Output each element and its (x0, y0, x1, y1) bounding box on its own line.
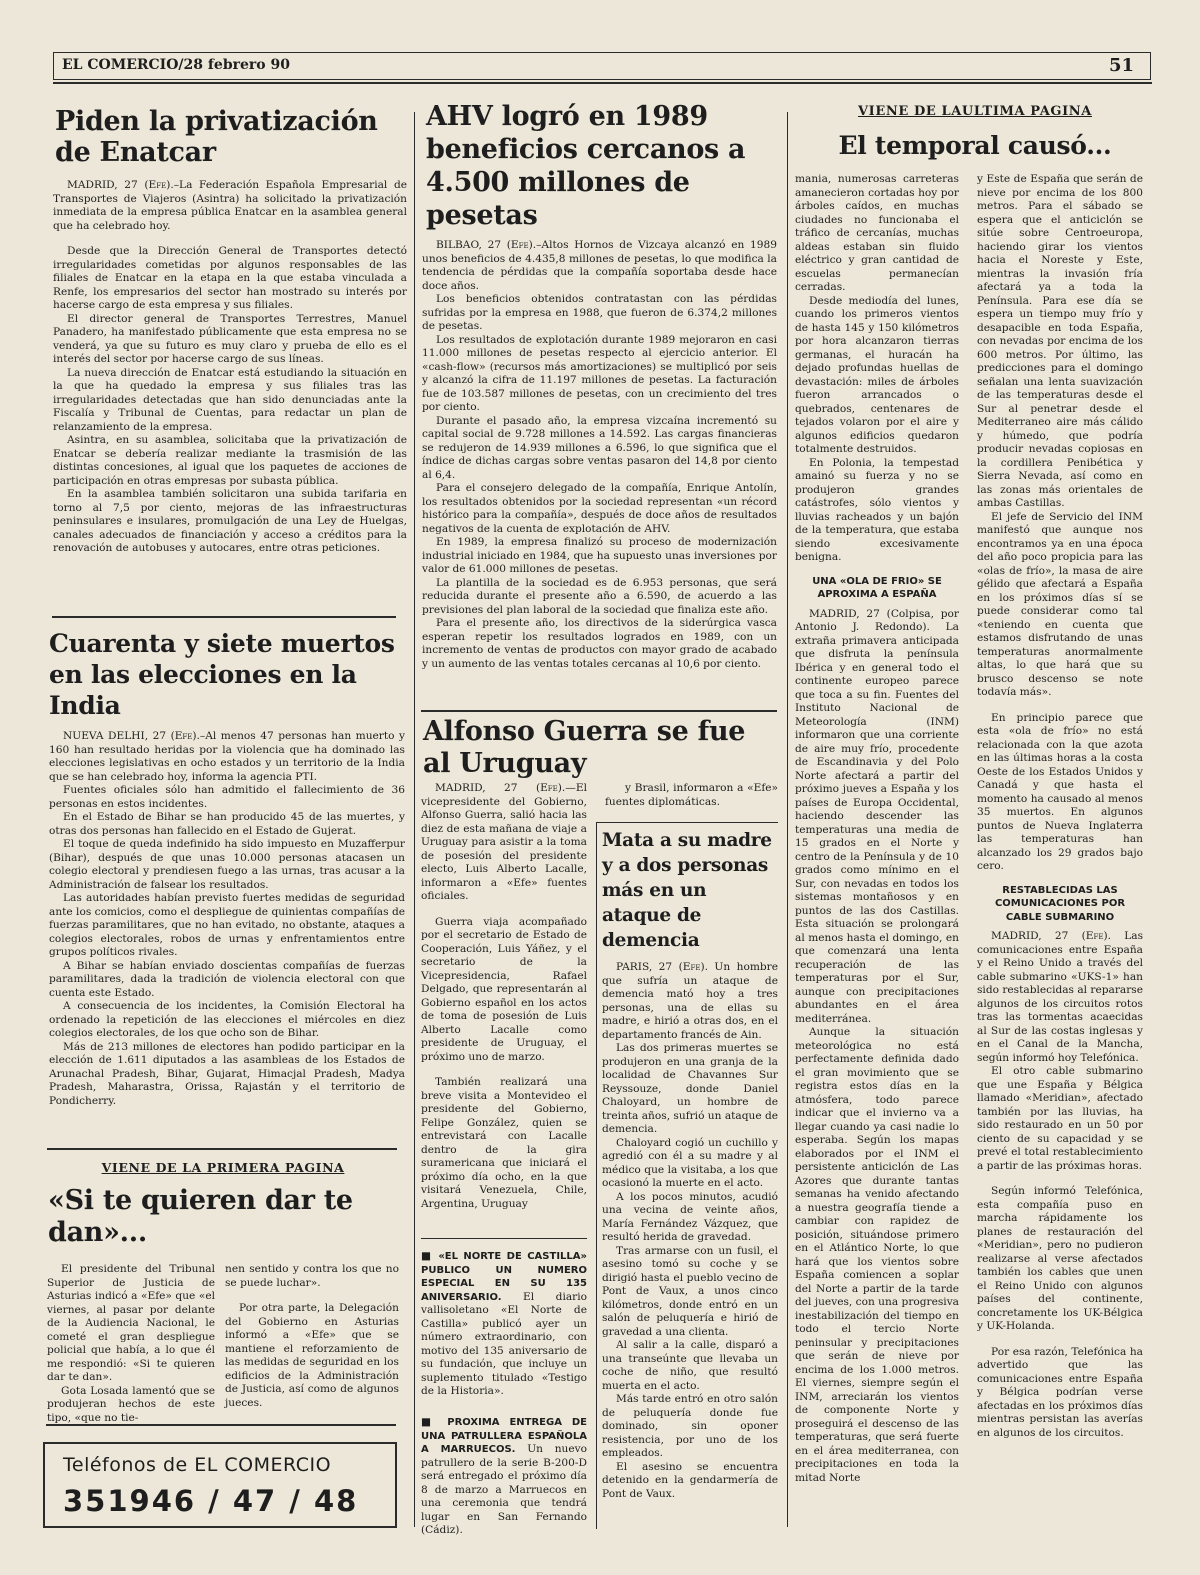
ahv-paragraph: Los beneficios obtenidos contratastan con las pérdidas sufridas por la empresa en 1988, que fueron de 6.374,2 millones de pesetas. (422, 293, 777, 332)
enatcar-paragraph: –La Federación Española Empresarial de Transportes de Viajeros (Asintra) ha solicitado la privatización inmediata de la empresa pública Enatcar en la asamblea general que ha celebrado hoy. (53, 179, 408, 232)
ahv-paragraph: –Altos Hornos de Vizcaya alcanzó en 1989 unos beneficios de 4.435,8 millones de pesetas, lo que modifica la tendencia de pérdidas que la compañía soportaba desde hace doce años. (422, 239, 777, 292)
guerra-paragraph: También realizará una breve visita a Montevideo el presidente del Gobierno, Felipe González, quien se entrevistará con Lacalle dentro de la gira suramericana que iniciará el próximo día ocho, en la que visitará Venezuela, Chile, Argentina, Uruguay (421, 1076, 587, 1210)
ola-paragraph: Aunque la situación meteorológica no está perfectamente definida dado el gran movimiento que se registra estos días en la atmósfera, todo parece indicar que el invierno va a llegar cuando ya casi nadie lo esperaba. Según los mapas elaborados por el INM el persistente anticiclón de Las Azores que durante tantas semanas ha venido afectando a nuestra geografía tiende a cambiar con rapidez de posición, situándose primero en el Atlántico Norte, lo que hará que los vientos sobre España comiencen a soplar del Norte a partir de la tarde del jueves, con una progresiva inestabilización del tiempo en todo el tercio Norte peninsular y precipitaciones que serán de nieve por encima de los 1.000 metros. El viernes, siempre según el INM, arreciarán los vientos de componente Norte y proseguirá el descenso de las temperaturas, que será fuerte en el área mediterranea, con precipitaciones en toda la mitad Norte (795, 1026, 959, 1484)
quieren-paragraph: Por otra parte, la Delegación del Gobierno en Asturias informó a «Efe» que se mantiene el reforzamiento de las medidas de seguridad en los edificios de la Administración de Justicia, así como de algunos jueces. (225, 1302, 399, 1409)
india-paragraph: Fuentes oficiales sólo han admitido el fallecimiento de 36 personas en estos incidentes. (49, 784, 405, 810)
temporal-paragraph: En Polonia, la tempestad amainó su fuerza y no se produjeron grandes catástrofes, sólo vientos y lluvias racheados y un bajón de la temperatura, que estaba siendo excesivamente benigna. (795, 456, 959, 563)
india-paragraph: A consecuencia de los incidentes, la Comisión Electoral ha ordenado la repetición de las elecciones el miércoles en diez colegios electorales, de los que ocho son de Bihar. (49, 1000, 405, 1039)
enatcar-paragraph: Desde que la Dirección General de Transportes detectó irregularidades cometidas por algunos responsables de las filiales de Enatcar en la etapa en la que estaba vinculada a Renfe, los empresarios del sector han mostrado su interés por hacerse cargo de esta empresa y sus filiales. (53, 245, 407, 311)
temporal-col2 (977, 173, 1143, 1440)
column-divider-1 (414, 112, 415, 1527)
ahv-headline: AHV logró en 1989 beneficios cercanos a 4.500 millones de pesetas (426, 101, 746, 231)
guerra-body-continued (605, 782, 778, 809)
paper-date: EL COMERCIO/28 febrero 90 (62, 57, 290, 73)
phones-label: Teléfonos de EL COMERCIO (63, 1454, 332, 1476)
com-subhead: RESTABLECIDAS LAS COMUNICACIONES POR CABLE SUBMARINO (994, 884, 1126, 923)
enatcar-paragraph: Asintra, en su asamblea, solicitaba que la privatización de Enatcar se debería realizar mediante la trasmisión de las distintas concesiones, al igual que los paquetes de acciones de participación en otras empresas por subasta pública. (53, 434, 407, 487)
mata-box-left-rule (596, 822, 597, 1529)
quieren-headline: «Si te quieren dar te dan»... (48, 1185, 353, 1248)
patrullera-text: Un nuevo patrullero de la serie B-200-D será entregado el próximo día 8 de marzo a Marruecos en una ceremonia que tendrá lugar en San Fernando (Cádiz). (421, 1443, 587, 1536)
page-number: 51 (1108, 55, 1134, 76)
norte-lead: «EL NORTE DE CASTILLA» PUBLICO UN NUMERO ESPECIAL EN SU 135 ANIVERSARIO. (421, 1251, 587, 1303)
ahv-paragraph: Para el consejero delegado de la compañía, Enrique Antolín, los resultados obtenidos por la sociedad representan «un récord histórico para la compañía», después de doce años de resultados negativos de la cuenta de explotación de AHV. (422, 482, 777, 535)
phones-box (43, 1442, 397, 1528)
brief-patrullera: ■ PROXIMA ENTREGA DE UNA PATRULLERA ESPAÑOLA A MARRUECOS. Un nuevo patrullero de la serie B-200-D será entregado el próximo día 8 de marzo a Marruecos en una ceremonia que tendrá lugar en San Fernando (Cádiz). (421, 1416, 587, 1536)
mata-headline: Mata a su madre y a dos personas más en un ataque de demencia (602, 830, 772, 951)
norte-text: El diario vallisoletano «El Norte de Castilla» publicó ayer un número extraordinario, con motivo del 135 aniversario de su fundación, que incluye un suplemento titulado «Testigo de la Historia». (421, 1290, 587, 1397)
quieren-paragraph: El presidente del Tribunal Superior de Justicia de Asturias indicó a «Efe» que «el viernes, al pasar por delante de la Audiencia Nacional, le cometé el gran despliegue policial que había, a lo que él me respondió: «Si te quieren dar te dan». (47, 1263, 215, 1383)
guerra-paragraph: y Brasil, informaron a «Efe» fuentes diplomáticas. (605, 782, 778, 808)
quieren-paragraph: Gota Losada lamentó que se produjeran hechos de este tipo, «que no tie- (47, 1384, 215, 1424)
ahv-paragraph: La plantilla de la sociedad es de 6.953 personas, que será reducida durante el presente año a 6.590, de acuerdo a las previsiones del plan laboral de la sociedad que finaliza este año. (422, 576, 777, 616)
mata-paragraph: Al salir a la calle, disparó a una transeúnte que llevaba un coche de niño, que resultó muerta en el acto. (602, 1339, 778, 1392)
guerra-dateline: MADRID, 27 (Efe). (435, 782, 566, 794)
mata-paragraph: Chaloyard cogió un cuchillo y agredió con él a su madre y al médico que la visitaba, a los que ocasionó la muerte en el acto. (602, 1136, 778, 1189)
ahv-paragraph: En 1989, la empresa finalizó su proceso de modernización industrial iniciado en 1984, que ha supuesto unas inversiones por valor de 61.000 millones de pesetas. (422, 536, 777, 575)
mata-dateline: PARIS, 27 (Efe). (616, 961, 708, 973)
divider-guerra-briefs (421, 1238, 587, 1239)
article-mata (602, 828, 778, 1501)
quieren-paragraph: nen sentido y contra los que no se puede luchar». (225, 1263, 399, 1289)
page-header (53, 52, 1151, 80)
enatcar-dateline: MADRID, 27 (Efe). (67, 179, 174, 191)
article-india (49, 628, 405, 1108)
brief-norte: ■ «EL NORTE DE CASTILLA» PUBLICO UN NUMERO ESPECIAL EN SU 135 ANIVERSARIO. El diario vallisoletano «El Norte de Castilla» publicó ayer un número extraordinario, con motivo del 135 aniversario de su fundación, que incluye un suplemento titulado «Testigo de la Historia». (421, 1250, 587, 1397)
divider-india-quieren (47, 1148, 397, 1150)
article-temporal (795, 104, 1155, 161)
com-paragraph: Las comunicaciones entre España y el Reino Unido a través del cable submarino «UKS-1» han sido restablecidas al repararse algunos de los circuitos rotos tras las tormentas acaecidas al Sur de las costas inglesas y en el Canal de la Mancha, según informó hoy Telefónica. (977, 930, 1144, 1064)
ahv-paragraph: Los resultados de explotación durante 1989 mejoraron en casi 11.000 millones de pesetas respecto al ejercicio anterior. El «cash-flow» (recursos más amortizaciones) se multiplicó por seis y alcanzó la cifra de 11.197 millones de pesetas. La facturación fue de 103.587 millones de pesetas, con un crecimiento del tres por ciento. (422, 333, 777, 413)
india-paragraph: A Bihar se habían enviado doscientas compañías de fuerzas paramilitares, dada la tradición de violencia electoral con que cuenta este Estado. (49, 959, 405, 999)
temporal-headline: El temporal causó... (838, 131, 1112, 160)
mata-paragraph: Las dos primeras muertes se produjeron en una granja de la localidad de Chavannes Sur Reyssouze, donde Daniel Chaloyard, un hombre de treinta años, sufrió un ataque de demencia. (602, 1042, 779, 1135)
ahv-paragraph: Durante el pasado año, la empresa vizcaína incrementó su capital social de 9.728 millones a 14.592. Las cargas financieras se redujeron de 14.939 millones a 6.596, lo que significa que el índice de dichas cargas sobre ventas pasaron del 14,8 por ciento al 6,4. (422, 414, 777, 481)
com-dateline: MADRID, 27 (Efe). (991, 930, 1111, 942)
divider-quieren-phones (46, 1424, 396, 1426)
patrullera-lead: PROXIMA ENTREGA DE UNA PATRULLERA ESPAÑOLA A MARRUECOS. (421, 1417, 587, 1455)
header-double-rule (53, 82, 1152, 84)
divider-guerra-mata (596, 822, 778, 823)
guerra-paragraph: Guerra viaja acompañado por el secretario de Estado de Cooperación, Luis Yáñez, y el secretario de la Vicepresidencia, Rafael Delgado, que representarán al Gobierno español en los actos de toma de posesión de Luis Alberto Lacalle como presidente de Uruguay, el próximo uno de marzo. (421, 915, 587, 1063)
guerra-paragraph: —El vicepresidente del Gobierno, Alfonso Guerra, salió hacia las diez de esta mañana de viaje a Uruguay para asistir a la toma de posesión del presidente electo, Luis Alberto Lacalle, informaron a «Efe» fuentes oficiales. (421, 782, 587, 902)
temporal-paragraph: En principio parece que esta «ola de frío» no está relacionada con la que azota en las últimas horas a la costa Oeste de los Estados Unidos y Canadá y que hasta el momento ha causado al menos 35 muertos. En algunos puntos de Nueva Inglaterra las temperaturas han alcanzado los 29 grados bajo cero. (977, 711, 1143, 872)
ola-paragraph: La extraña primavera anticipada que disfruta la península Ibérica y en general todo el continente europeo parece que toca a su fin. Fuentes del Instituto Nacional de Meteorología (INM) informaron que una corriente de aire muy frío, procedente de Escandinavia y del Polo Norte afectará a partir del próximo jueves a España y los países de Europa Occidental, haciendo descender las temperaturas una media de 15 grados en el Norte y centro de la Península y de 10 grados como mínimo en el Sur, con nevadas en todos los sistemas montañosos y en puntos de las dos Castillas. Esta situación se prolongará al menos hasta el domingo, en que comenzará una lenta recuperación de las temperaturas por el Sur, aunque con precipitaciones abundantes en el área mediterránea. (795, 621, 959, 1025)
divider-enatcar-india (52, 616, 396, 618)
phones-numbers: 351946 / 47 / 48 (63, 1484, 359, 1518)
mata-paragraph: Tras armarse con un fusil, el asesino tomó su coche y se dirigió hasta el pueblo vecino de Pont de Vaux, a unos cinco kilómetros, donde entró en un salón de peluquería e hirió de gravedad a una clienta. (602, 1244, 778, 1338)
enatcar-paragraph: El director general de Transportes Terrestres, Manuel Panadero, ha manifestado públicamente que esta empresa no se venderá, ya que su futuro es muy claro y prueba de ello es el interés del sector por hacerse cargo de sus líneas. (53, 312, 407, 365)
india-headline: Cuarenta y siete muertos en las elecciones en la India (49, 629, 395, 720)
temporal-col1 (795, 173, 959, 1485)
india-paragraph: En el Estado de Bihar se han producido 45 de las muertes, y otras dos personas han fallecido en el Estado de Gujerat. (49, 811, 405, 837)
divider-ahv-guerra (421, 710, 777, 712)
com-paragraph: Según informó Telefónica, esta compañía puso en marcha rápidamente los planes de restauración del «Meridian», pero no pudieron realizarse al verse afectados también los cables que unen el Reino Unido con algunos países del continente, concretamente los UK-Bélgica y UK-Holanda. (977, 1185, 1143, 1332)
article-guerra (421, 716, 778, 780)
ahv-dateline: BILBAO, 27 (Efe). (436, 239, 537, 251)
temporal-paragraph: El jefe de Servicio del INM manifestó que aunque nos encontramos ya en una época del año poco propicia para las «olas de frío», la masa de aire gélido que afectará a España en los próximos días sí se puede considerar como tal «teniendo en cuenta que estamos disfrutando de unas temperaturas anormalmente altas, lo que hará que su brusco descenso se note todavía más». (977, 510, 1143, 698)
column-divider-2 (787, 112, 788, 1527)
ola-subhead: UNA «OLA DE FRIO» SE APROXIMA A ESPAÑA (812, 575, 942, 600)
india-paragraph: El toque de queda indefinido ha sido impuesto en Muzafferpur (Bihar), después de que unas 10.000 personas atacasen un colegio electoral y prendiesen fuego a las urnas, tras acusar a la Administración de falsear los resultados. (49, 838, 405, 891)
india-paragraph: –Al menos 47 personas han muerto y 160 han resultado heridas por la violencia que ha dominado las elecciones legislativas en ocho estados y un territorio de la India que se han celebrado hoy, informa la agencia PTI. (49, 730, 405, 783)
com-paragraph: Por esa razón, Telefónica ha advertido que las comunicaciones entre España y Bélgica podrían verse afectadas en los próximos días mientras persistan las averías en algunos de los circuitos. (977, 1345, 1143, 1439)
article-ahv (422, 100, 777, 671)
guerra-body (421, 782, 587, 1211)
guerra-headline: Alfonso Guerra se fue al Uruguay (423, 716, 746, 779)
mata-paragraph: A los pocos minutos, acudió una vecina de veinte años, María Fernández Vázquez, que resultó herida de gravedad. (602, 1190, 778, 1243)
temporal-paragraph: Desde mediodía del lunes, cuando los primeros vientos de hasta 145 y 150 kilómetros por hora alcanzaron tierras germanas, el huracán ha dejado profundas huellas de devastación: miles de árboles fueron arrancados o quebrados, centenares de tejados volaron por el aire y algunos edificios quedaron totalmente destruidos. (795, 294, 959, 455)
temporal-kicker: VIENE DE LAULTIMA PAGINA (858, 104, 1092, 119)
mata-paragraph: Un hombre que sufría un ataque de demencia mató hoy a tres personas, una de ellas su madre, e hirió a otras dos, en el departamento francés de Ain. (602, 961, 778, 1041)
enatcar-paragraph: En la asamblea también solicitaron una subida tarifaria en torno al 7,5 por ciento, mejoras de las infraestructuras peninsulares e insulares, promulgación de una Ley de Huelgas, canales adecuados de financiación y acceso a créditos para la renovación de autobuses y autocares, entre otras peticiones. (53, 488, 407, 554)
india-dateline: NUEVA DELHI, 27 (Efe). (63, 730, 200, 742)
ola-dateline: MADRID, 27 (Colpisa, por Antonio J. Redondo). (795, 607, 959, 633)
temporal-paragraph: mania, numerosas carreteras amanecieron cortadas hoy por árboles caídos, en muchas ciudades no funcionaba el tráfico de cercanías, muchas aldeas estaban sin fluido eléctrico y gran cantidad de escuelas permanecían cerradas. (795, 173, 959, 293)
article-quieren (47, 1160, 399, 1425)
india-paragraph: Las autoridades habían previsto fuertes medidas de seguridad ante los comicios, como el despliegue de quinientas compañías de fuerzas paramilitares, que no han evitado, no obstante, ataques a colegios electorales, robos de urnas y enfrentamientos entre grupos políticos rivales. (49, 892, 405, 958)
enatcar-paragraph: La nueva dirección de Enatcar está estudiando la situación en la que ha quedado la empresa y sus filiales tras las irregularidades detectadas que han sido denunciadas ante la Fiscalía y Tribunal de Cuentas, para redactar un plan de relanzamiento de la empresa. (53, 366, 407, 433)
article-enatcar (53, 106, 407, 556)
quieren-kicker: VIENE DE LA PRIMERA PAGINA (101, 1160, 345, 1175)
com-paragraph: El otro cable submarino que une España y Bélgica llamado «Meridian», afectado también por las lluvias, ha sido restaurado en un 50 por ciento de su capacidad y se prevé el total restablecimiento a partir de las próximas horas. (977, 1065, 1143, 1172)
ahv-paragraph: Para el presente año, los directivos de la siderúrgica vasca esperan repetir los resultados logrados en 1989, con un incremento de ventas de productos con mayor grado de acabado y un aumento de las ventas totales cercanas al 10,6 por ciento. (422, 617, 777, 670)
india-paragraph: Más de 213 millones de electores han podido participar en la elección de 1.611 diputados a las asambleas de los Estados de Arunachal Pradesh, Bihar, Gujarat, Himacjal Pradesh, Madya Pradesh, Maharastra, Orissa, Rajastán y el territorio de Pondicherry. (49, 1040, 405, 1107)
temporal-paragraph: y Este de España que serán de nieve por encima de los 800 metros. Para el sábado se espera que el anticiclón se sitúe sobre Centroeuropa, haciendo girar los vientos hacia el Noreste y Este, mientras la invasión fría afectará ya a toda la Península. Para ese día se espera un tiempo muy frío y desapacible en toda España, con nevadas por encima de los 600 metros. Por último, las predicciones para el domingo señalan una lenta suavización de las temperaturas desde el Sur al penetrar desde el Mediterraneo aire más cálido y húmedo, que podría producir nevadas copiosas en la cordillera Penibética y Sierra Nevada, así como en las zonas más orientales de ambas Castillas. (977, 173, 1143, 509)
mata-paragraph: El asesino se encuentra detenido en la gendarmería de Pont de Vaux. (602, 1460, 778, 1500)
enatcar-headline: Piden la privatización de Enatcar (55, 106, 378, 168)
mata-paragraph: Más tarde entró en otro salón de peluquería donde fue dominado, sin oponer resistencia, por uno de los empleados. (602, 1393, 778, 1459)
